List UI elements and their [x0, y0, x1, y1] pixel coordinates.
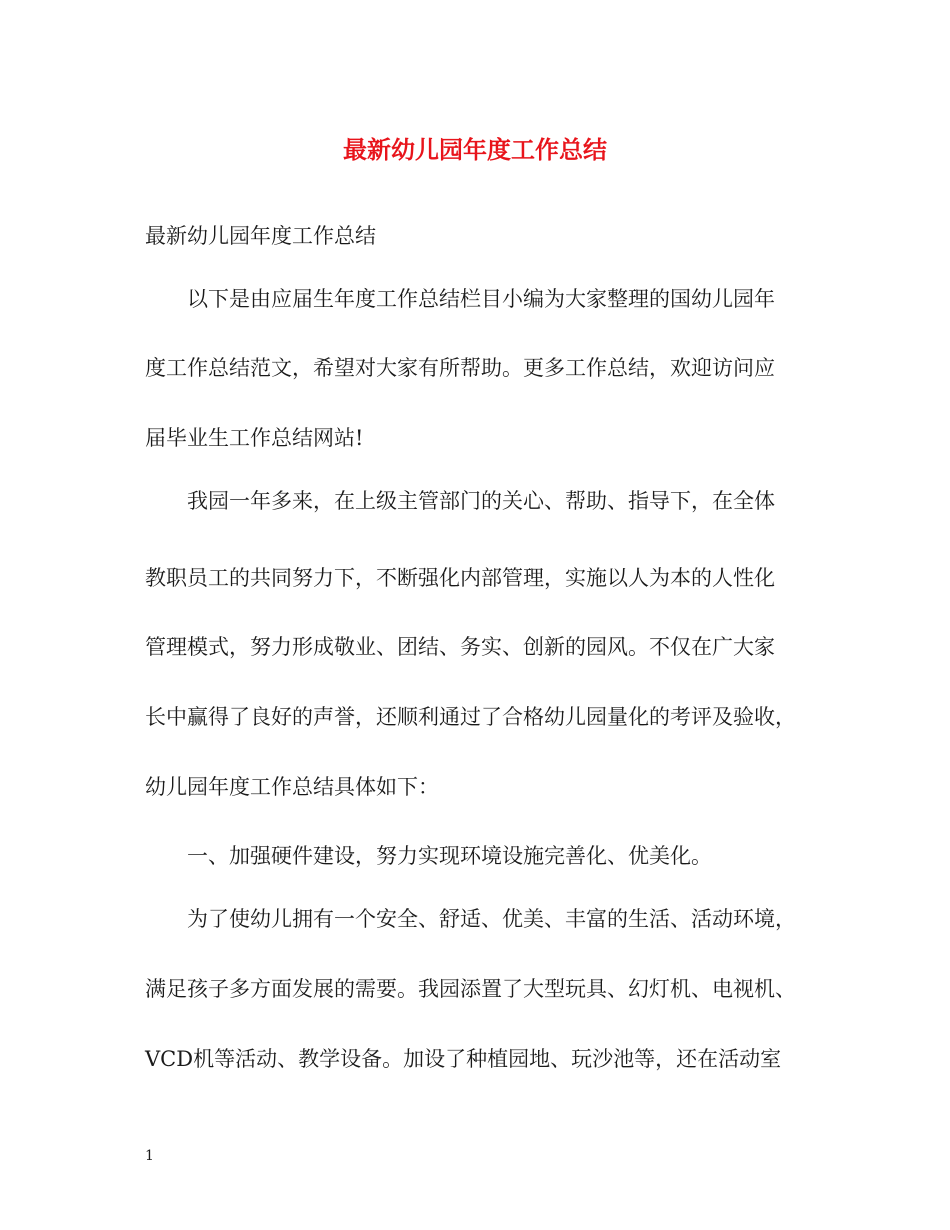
paragraph-line: 管理模式，努力形成敬业、团结、务实、创新的园风。不仅在广大家: [145, 635, 775, 659]
paragraph-line: 我园一年多来，在上级主管部门的关心、帮助、指导下，在全体: [187, 489, 775, 513]
paragraph-line: 教职员工的共同努力下，不断强化内部管理，实施以人为本的人性化: [145, 566, 775, 590]
page-number: 1: [145, 1148, 154, 1164]
paragraph-line: 以下是由应届生年度工作总结栏目小编为大家整理的国幼儿园年: [187, 287, 775, 311]
subtitle-line: 最新幼儿园年度工作总结: [145, 224, 376, 248]
paragraph-line: 幼儿园年度工作总结具体如下：: [145, 775, 439, 799]
paragraph-line: 长中赢得了良好的声誉，还顺利通过了合格幼儿园量化的考评及验收，: [145, 705, 796, 729]
section-heading: 一、加强硬件建设，努力实现环境设施完善化、优美化。: [187, 844, 712, 868]
paragraph-line: VCD机等活动、教学设备。加设了种植园地、玩沙池等，还在活动室: [145, 1047, 782, 1071]
paragraph-line: 度工作总结范文，希望对大家有所帮助。更多工作总结，欢迎访问应: [145, 356, 775, 380]
paragraph-line: 届毕业生工作总结网站!: [145, 426, 364, 450]
paragraph-line: 为了使幼儿拥有一个安全、舒适、优美、丰富的生活、活动环境，: [187, 907, 796, 931]
document-title: 最新幼儿园年度工作总结: [343, 135, 607, 164]
paragraph-line: 满足孩子多方面发展的需要。我园添置了大型玩具、幻灯机、电视机、: [145, 977, 796, 1001]
